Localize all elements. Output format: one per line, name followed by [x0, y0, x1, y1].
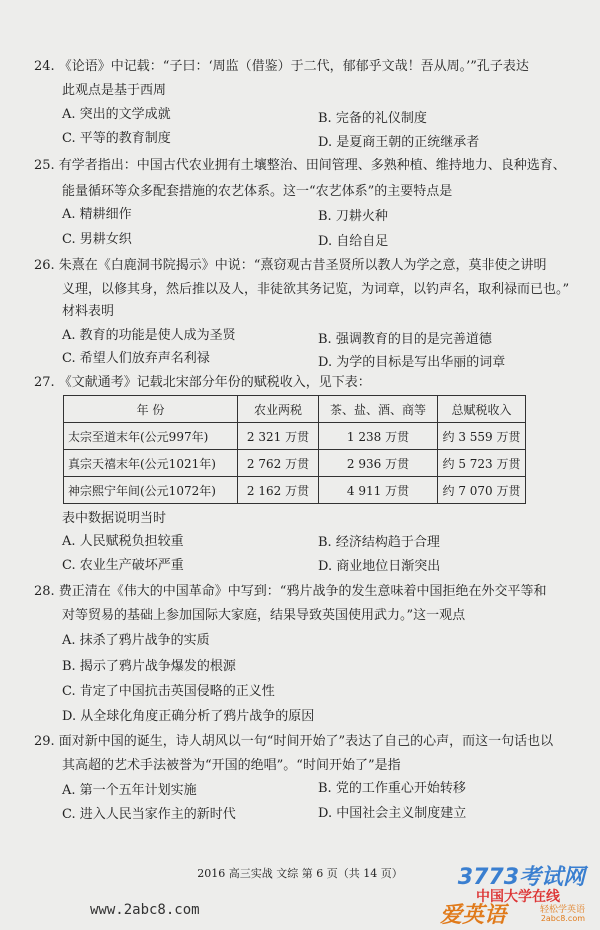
watermark-cn-text: 中国大学在线 [476, 889, 560, 905]
q26-option-d: D. 为学的目标是写出华丽的词章 [318, 355, 506, 370]
table-header-cell: 年 份 [64, 396, 238, 423]
watermark-small-text: 轻松学英语 [539, 905, 585, 915]
q26-stem-line3: 材料表明 [62, 304, 115, 319]
table-header-cell: 茶、盐、酒、商等 [319, 396, 438, 423]
table-row [64, 450, 526, 477]
q29-option-b: B. 党的工作重心开始转移 [318, 781, 466, 796]
table-cell: 2 936 万贯 [319, 450, 438, 477]
q24-stem-line1: 24. 《论语》中记载：“子曰：‘周监（借鉴）于二代，郁郁乎文哉！吾从周。’”孔子表达 [34, 59, 529, 74]
q25-stem-line1: 25. 有学者指出：中国古代农业拥有土壤整治、田间管理、多熟种植、维持地力、良种选育、 [34, 158, 566, 173]
q29-stem-line1: 29. 面对新中国的诞生，诗人胡风以一句“时间开始了”表达了自己的心声，而这一句话也以 [34, 734, 554, 749]
tax-revenue-table [63, 395, 526, 504]
q26-stem-line1: 26. 朱熹在《白鹿洞书院揭示》中说：“熹窃观古昔圣贤所以教人为学之意，莫非使之讲明 [34, 258, 547, 273]
q24-option-a: A. 突出的文学成就 [62, 107, 171, 122]
q27-stem-line2: 表中数据说明当时 [62, 511, 167, 526]
q28-option-d: D. 从全球化角度正确分析了鸦片战争的原因 [62, 709, 315, 724]
q27-option-b: B. 经济结构趋于合理 [318, 535, 440, 550]
q27-stem-line1: 27. 《文献通考》记载北宋部分年份的赋税收入，见下表： [34, 375, 371, 390]
table-cell: 2 321 万贯 [238, 423, 319, 450]
q29-option-c: C. 进入人民当家作主的新时代 [62, 807, 236, 822]
table-header-cell: 总赋税收入 [438, 396, 526, 423]
q25-stem-line2: 能量循环等众多配套措施的农艺体系。这一“农艺体系”的主要特点是 [62, 184, 453, 199]
q28-option-b: B. 揭示了鸦片战争爆发的根源 [62, 659, 236, 674]
q24-option-c: C. 平等的教育制度 [62, 131, 171, 146]
watermark-url-left: www.2abc8.com [90, 902, 200, 918]
table-cell: 2 762 万贯 [238, 450, 319, 477]
table-row [64, 477, 526, 504]
q28-option-a: A. 抹杀了鸦片战争的实质 [62, 633, 210, 648]
table-cell: 太宗至道末年(公元997年) [64, 423, 238, 450]
table-row [64, 423, 526, 450]
q25-option-a: A. 精耕细作 [62, 207, 132, 222]
q28-option-c: C. 肯定了中国抗击英国侵略的正义性 [62, 684, 275, 699]
q25-option-c: C. 男耕女织 [62, 232, 132, 247]
q24-stem-line2: 此观点是基于西周 [62, 83, 167, 98]
q27-option-d: D. 商业地位日渐突出 [318, 559, 441, 574]
table-header-cell: 农业两税 [238, 396, 319, 423]
table-cell: 真宗天禧末年(公元1021年) [64, 450, 238, 477]
q27-option-a: A. 人民赋税负担较重 [62, 534, 184, 549]
q24-option-d: D. 是夏商王朝的正统继承者 [318, 135, 480, 150]
table-cell: 约 7 070 万贯 [438, 477, 526, 504]
table-cell: 约 3 559 万贯 [438, 423, 526, 450]
table-cell: 约 5 723 万贯 [438, 450, 526, 477]
watermark-url-text: 2abc8.com [540, 914, 585, 923]
table-cell: 神宗熙宁年间(公元1072年) [64, 477, 238, 504]
q25-option-b: B. 刀耕火种 [318, 209, 388, 224]
q24-option-b: B. 完备的礼仪制度 [318, 111, 427, 126]
q29-option-d: D. 中国社会主义制度建立 [318, 806, 467, 821]
q28-stem-line1: 28. 费正清在《伟大的中国革命》中写到：“鸦片战争的发生意味着中国拒绝在外交平等和 [34, 584, 547, 599]
q29-stem-line2: 其高超的艺术手法被誉为“开国的绝唱”。“时间开始了”是指 [62, 758, 401, 773]
watermark-logo [420, 860, 590, 926]
q26-option-a: A. 教育的功能是使人成为圣贤 [62, 328, 236, 343]
table-cell: 2 162 万贯 [238, 477, 319, 504]
q27-option-c: C. 农业生产破坏严重 [62, 558, 184, 573]
watermark-ai-text: 爱英语 [440, 903, 507, 928]
q28-stem-line2: 对等贸易的基础上参加国际大家庭，结果导致英国使用武力。”这一观点 [62, 608, 466, 623]
q26-stem-line2: 义理，以修其身，然后推以及人，非徒欲其务记览，为词章，以钓声名，取利禄而已也。” [62, 282, 570, 297]
watermark-big-text: 3773考试网 [457, 865, 585, 890]
q26-option-b: B. 强调教育的目的是完善道德 [318, 332, 492, 347]
q25-option-d: D. 自给自足 [318, 234, 389, 249]
table-header-row [64, 396, 526, 423]
table-cell: 4 911 万贯 [319, 477, 438, 504]
page-footer: 2016 高三实战 文综 第 6 页（共 14 页） [197, 867, 403, 880]
q29-option-a: A. 第一个五年计划实施 [62, 783, 197, 798]
table-cell: 1 238 万贯 [319, 423, 438, 450]
q26-option-c: C. 希望人们放弃声名利禄 [62, 351, 210, 366]
